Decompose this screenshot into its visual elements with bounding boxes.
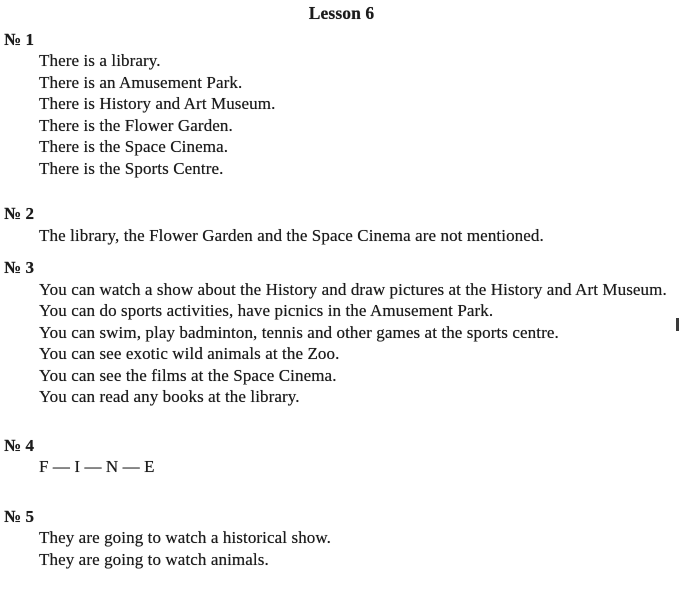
answer-line: There is an Amusement Park. — [39, 72, 243, 92]
exercise-section — [0, 29, 683, 180]
answer-line: You can see exotic wild animals at the Zoo. — [39, 344, 340, 363]
answer-line: There is the Flower Garden. — [39, 115, 233, 135]
exercise-section — [0, 257, 683, 408]
section-number: № 3 — [4, 258, 35, 277]
answer-line: You can swim, play badminton, tennis and other games at the sports centre. — [39, 322, 559, 342]
answer-line: There is the Sports Centre. — [39, 158, 224, 178]
answer-line: F — I — N — E — [39, 457, 155, 476]
section-number: № 2 — [4, 204, 35, 223]
section-number: № 4 — [4, 435, 35, 455]
answer-line: They are going to watch animals. — [39, 549, 269, 569]
page-title: Lesson 6 — [308, 3, 375, 23]
answer-line: You can do sports activities, have picnics in the Amusement Park. — [39, 301, 494, 320]
answer-line: The library, the Flower Garden and the Space Cinema are not mentioned. — [39, 225, 544, 245]
answer-line: They are going to watch a historical show. — [39, 528, 332, 547]
answer-line: You can watch a show about the History and draw pictures at the History and Art Museum. — [39, 279, 667, 299]
answer-line: You can read any books at the library. — [39, 387, 300, 406]
scan-artifact-tick — [676, 318, 679, 331]
exercise-section — [0, 435, 683, 478]
answer-line: There is History and Art Museum. — [39, 94, 276, 113]
answer-line: There is a library. — [39, 51, 161, 70]
exercise-section — [0, 203, 683, 246]
exercise-section — [0, 506, 683, 571]
answer-line: There is the Space Cinema. — [39, 137, 229, 156]
section-number: № 5 — [4, 506, 35, 526]
answer-line: You can see the films at the Space Cinema. — [39, 365, 337, 385]
sections-container — [0, 29, 683, 571]
section-number: № 1 — [4, 29, 35, 49]
